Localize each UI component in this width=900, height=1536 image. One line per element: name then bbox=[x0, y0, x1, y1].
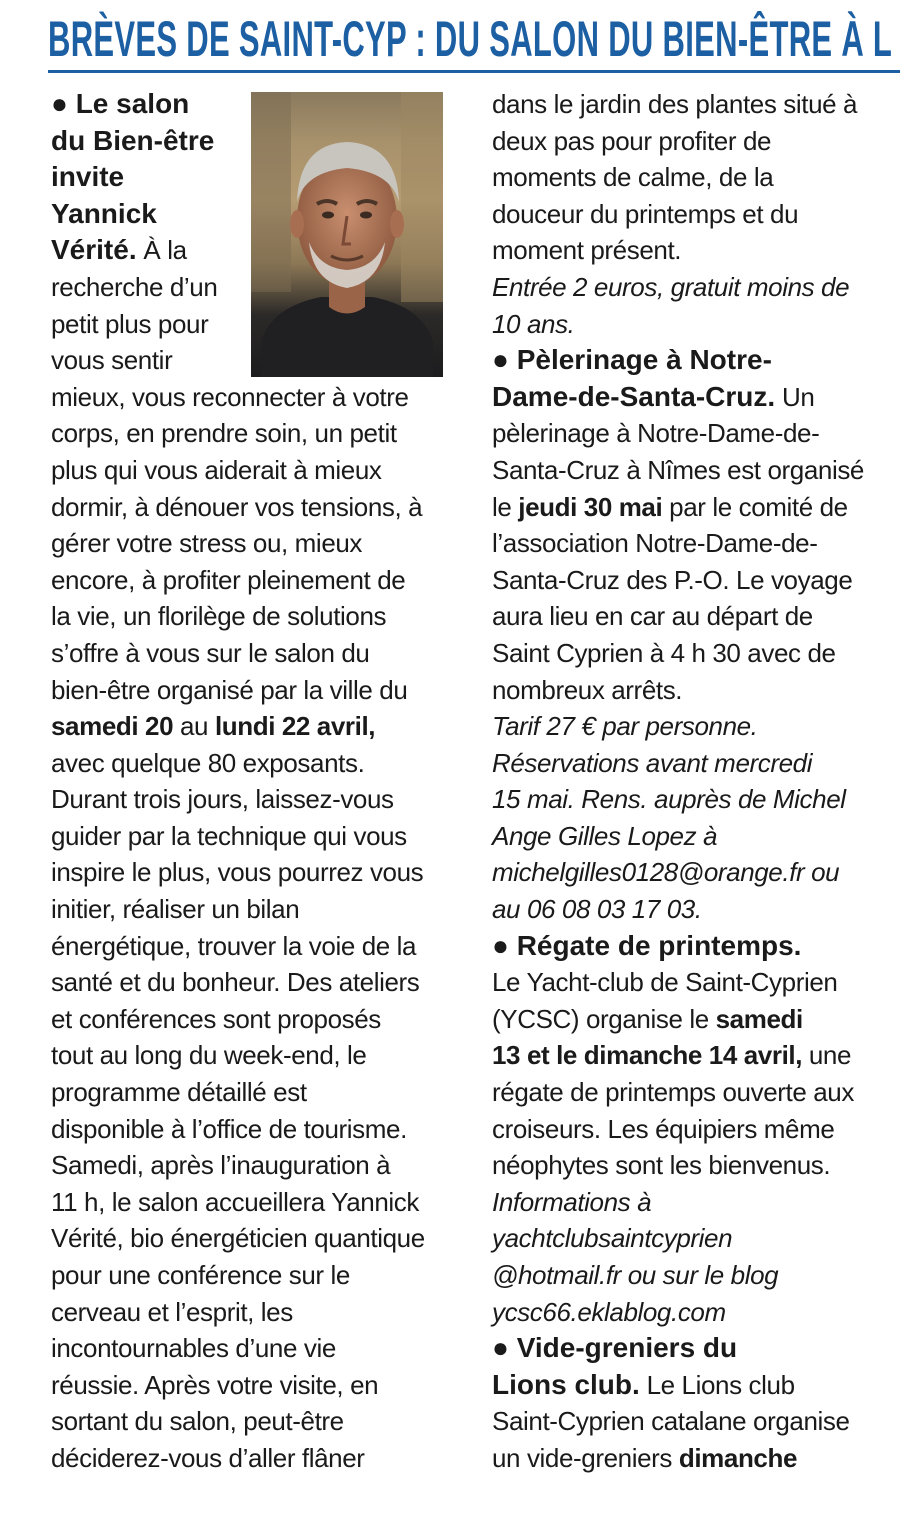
text-line bbox=[492, 415, 897, 452]
text-run: Saint Cyprien à 4 h 30 avec de bbox=[492, 637, 836, 668]
text-line bbox=[51, 415, 451, 452]
text-run: croiseurs. Les équipiers même bbox=[492, 1113, 835, 1144]
text-line bbox=[51, 86, 451, 123]
brief-heading: Yannick bbox=[51, 197, 157, 229]
text-run: disponible à l’office de tourisme. bbox=[51, 1113, 407, 1144]
text-run: inspire le plus, vous pourrez vous bbox=[51, 857, 424, 888]
text-line bbox=[51, 562, 451, 599]
text-run: ycsc66.eklablog.com bbox=[492, 1296, 726, 1327]
brief-heading: ● Vide-greniers du bbox=[492, 1332, 738, 1364]
text-line bbox=[51, 1294, 451, 1331]
text-run: douceur du printemps et du bbox=[492, 198, 799, 229]
text-run: @hotmail.fr ou sur le blog bbox=[492, 1260, 779, 1290]
text-run: Tarif 27 € par personne. bbox=[492, 711, 758, 742]
text-run: 10 ans. bbox=[492, 308, 575, 339]
text-run: Saint-Cyprien catalane organise bbox=[492, 1406, 850, 1437]
brief-heading: Vérité. bbox=[51, 234, 137, 266]
text-run: au bbox=[173, 711, 215, 742]
text-line bbox=[51, 1257, 451, 1294]
text-run: moment présent. bbox=[492, 235, 682, 266]
text-line bbox=[492, 708, 897, 745]
text-line bbox=[51, 1440, 451, 1477]
brief-heading: Lions club. bbox=[492, 1368, 640, 1400]
text-run: jeudi 30 mai bbox=[518, 491, 663, 522]
text-run: mieux, vous reconnecter à votre bbox=[51, 381, 409, 412]
text-line bbox=[51, 928, 451, 965]
text-line bbox=[51, 854, 451, 891]
text-line bbox=[492, 1037, 897, 1074]
text-line bbox=[492, 306, 897, 343]
text-line bbox=[492, 269, 897, 306]
text-run: vous sentir bbox=[51, 345, 173, 376]
text-line bbox=[51, 232, 451, 269]
text-line bbox=[492, 1440, 897, 1477]
text-line bbox=[51, 891, 451, 928]
text-run: petit plus pour bbox=[51, 308, 209, 339]
text-run: 11 h, le salon accueillera Yannick bbox=[51, 1186, 419, 1217]
text-line bbox=[51, 708, 451, 745]
text-run: dans le jardin des plantes situé à bbox=[492, 89, 858, 119]
text-line bbox=[51, 1037, 451, 1074]
text-line bbox=[51, 1220, 451, 1257]
text-line bbox=[492, 964, 897, 1001]
text-run: Santa-Cruz à Nîmes est organisé bbox=[492, 454, 864, 485]
text-run: le bbox=[492, 491, 519, 522]
text-line bbox=[51, 1147, 451, 1184]
text-run: une bbox=[802, 1040, 852, 1071]
text-line bbox=[51, 1111, 451, 1148]
text-line bbox=[492, 525, 897, 562]
text-run: néophytes sont les bienvenus. bbox=[492, 1150, 831, 1181]
text-run: encore, à profiter pleinement de bbox=[51, 564, 406, 595]
text-run: samedi 20 bbox=[51, 711, 174, 742]
text-line bbox=[492, 342, 897, 379]
text-run: initier, réaliser un bilan bbox=[51, 894, 300, 925]
text-line bbox=[492, 86, 897, 123]
text-run: s’offre à vous sur le salon du bbox=[51, 637, 370, 668]
brief-heading: ● Régate de printemps. bbox=[492, 929, 802, 961]
text-line bbox=[492, 891, 897, 928]
text-run: l’association Notre-Dame-de- bbox=[492, 528, 818, 559]
text-run: moments de calme, de la bbox=[492, 162, 774, 193]
headline-rule bbox=[48, 70, 900, 73]
text-run: dimanche bbox=[678, 1442, 798, 1473]
text-run: incontournables d’une vie bbox=[51, 1333, 336, 1364]
article-column-left bbox=[51, 86, 451, 1477]
text-line bbox=[51, 1001, 451, 1038]
text-line bbox=[51, 635, 451, 672]
text-line bbox=[51, 598, 451, 635]
text-line bbox=[51, 1074, 451, 1111]
text-line bbox=[51, 1403, 451, 1440]
text-run: réussie. Après votre visite, en bbox=[51, 1369, 379, 1400]
text-run: Durant trois jours, laissez-vous bbox=[51, 784, 394, 815]
text-line bbox=[492, 1330, 897, 1367]
text-run: pèlerinage à Notre-Dame-de- bbox=[492, 418, 820, 449]
brief-heading: du Bien-être bbox=[51, 124, 215, 156]
text-line bbox=[492, 1147, 897, 1184]
text-line bbox=[492, 1111, 897, 1148]
text-line bbox=[51, 1184, 451, 1221]
text-line bbox=[492, 1257, 897, 1294]
text-run: dormir, à dénouer vos tensions, à bbox=[51, 491, 423, 522]
text-run: par le comité de bbox=[662, 491, 848, 522]
text-run: 13 et le dimanche 14 avril, bbox=[492, 1040, 803, 1071]
brief-heading: ● Le salon bbox=[51, 88, 190, 119]
text-line bbox=[51, 964, 451, 1001]
text-run: déciderez-vous d’aller flâner bbox=[51, 1442, 365, 1473]
text-line bbox=[492, 672, 897, 709]
text-line bbox=[51, 745, 451, 782]
text-run: santé et du bonheur. Des ateliers bbox=[51, 967, 420, 998]
text-line bbox=[492, 1367, 897, 1404]
text-line bbox=[51, 1330, 451, 1367]
text-run: corps, en prendre soin, un petit bbox=[51, 418, 397, 449]
text-line bbox=[492, 635, 897, 672]
text-line bbox=[492, 1403, 897, 1440]
text-run: cerveau et l’esprit, les bbox=[51, 1296, 293, 1327]
text-line bbox=[51, 672, 451, 709]
text-line bbox=[51, 818, 451, 855]
text-line bbox=[51, 781, 451, 818]
text-line bbox=[492, 1074, 897, 1111]
text-run: recherche d’un bbox=[51, 271, 218, 302]
text-run: Santa-Cruz des P.-O. Le voyage bbox=[492, 564, 853, 595]
text-run: et conférences sont proposés bbox=[51, 1003, 381, 1034]
text-run: pour une conférence sur le bbox=[51, 1260, 350, 1290]
text-run: nombreux arrêts. bbox=[492, 674, 683, 705]
text-line bbox=[51, 196, 451, 233]
text-run: Réservations avant mercredi bbox=[492, 747, 813, 778]
text-run: sortant du salon, peut-être bbox=[51, 1406, 344, 1437]
text-run: deux pas pour profiter de bbox=[492, 125, 772, 156]
text-line bbox=[51, 525, 451, 562]
text-run: un vide-greniers bbox=[492, 1442, 679, 1473]
text-line bbox=[51, 1367, 451, 1404]
text-run: Le Lions club bbox=[639, 1369, 795, 1400]
text-run: programme détaillé est bbox=[51, 1077, 307, 1108]
text-run: aura lieu en car au départ de bbox=[492, 601, 813, 632]
brief-heading: ● Pèlerinage à Notre- bbox=[492, 344, 772, 376]
text-line bbox=[492, 928, 897, 965]
text-run: Entrée 2 euros, gratuit moins de bbox=[492, 271, 850, 302]
article-column-right bbox=[492, 86, 897, 1477]
text-run: lundi 22 avril, bbox=[214, 711, 376, 742]
text-line bbox=[492, 489, 897, 526]
text-line bbox=[51, 123, 451, 160]
text-line bbox=[492, 1220, 897, 1257]
text-line bbox=[492, 1001, 897, 1038]
headline: BRÈVES DE SAINT-CYP : DU SALON DU BIEN-ÊTRE À L bbox=[48, 11, 893, 67]
text-line bbox=[492, 196, 897, 233]
text-run: la vie, un florilège de solutions bbox=[51, 601, 387, 632]
text-line bbox=[492, 818, 897, 855]
text-run: guider par la technique qui vous bbox=[51, 820, 407, 851]
text-run: Vérité, bio énergéticien quantique bbox=[51, 1223, 425, 1254]
text-run: yachtclubsaintcyprien bbox=[492, 1223, 733, 1254]
text-line bbox=[51, 379, 451, 416]
text-line bbox=[51, 159, 451, 196]
text-line bbox=[492, 232, 897, 269]
text-run: au 06 08 03 17 03. bbox=[492, 894, 702, 925]
text-line bbox=[492, 854, 897, 891]
text-line bbox=[51, 452, 451, 489]
text-line bbox=[492, 781, 897, 818]
text-run: Ange Gilles Lopez à bbox=[492, 820, 718, 851]
text-line bbox=[492, 159, 897, 196]
text-line bbox=[492, 1184, 897, 1221]
text-run: tout au long du week-end, le bbox=[51, 1040, 367, 1071]
text-run: gérer votre stress ou, mieux bbox=[51, 528, 363, 559]
text-run: énergétique, trouver la voie de la bbox=[51, 930, 417, 961]
text-line bbox=[51, 489, 451, 526]
text-line bbox=[492, 745, 897, 782]
text-line bbox=[492, 562, 897, 599]
text-line bbox=[51, 342, 451, 379]
text-line bbox=[492, 379, 897, 416]
text-run: Informations à bbox=[492, 1186, 652, 1217]
text-run: À la bbox=[136, 235, 187, 266]
brief-heading: Dame-de-Santa-Cruz. bbox=[492, 380, 776, 412]
text-run: samedi bbox=[715, 1003, 803, 1034]
text-line bbox=[51, 306, 451, 343]
text-run: 15 mai. Rens. auprès de Michel bbox=[492, 784, 846, 815]
text-run: (YCSC) organise le bbox=[492, 1003, 716, 1034]
text-run: Un bbox=[775, 381, 815, 412]
text-run: plus qui vous aiderait à mieux bbox=[51, 454, 382, 485]
text-run: bien-être organisé par la ville du bbox=[51, 674, 408, 705]
brief-heading: invite bbox=[51, 161, 125, 193]
text-run: régate de printemps ouverte aux bbox=[492, 1077, 854, 1108]
text-line bbox=[51, 269, 451, 306]
text-run: avec quelque 80 exposants. bbox=[51, 747, 365, 778]
text-run: Samedi, après l’inauguration à bbox=[51, 1150, 391, 1181]
text-run: michelgilles0128@orange.fr ou bbox=[492, 857, 840, 888]
text-line bbox=[492, 598, 897, 635]
text-run: Le Yacht-club de Saint-Cyprien bbox=[492, 967, 838, 998]
text-line bbox=[492, 123, 897, 160]
text-line bbox=[492, 1294, 897, 1331]
text-line bbox=[492, 452, 897, 489]
